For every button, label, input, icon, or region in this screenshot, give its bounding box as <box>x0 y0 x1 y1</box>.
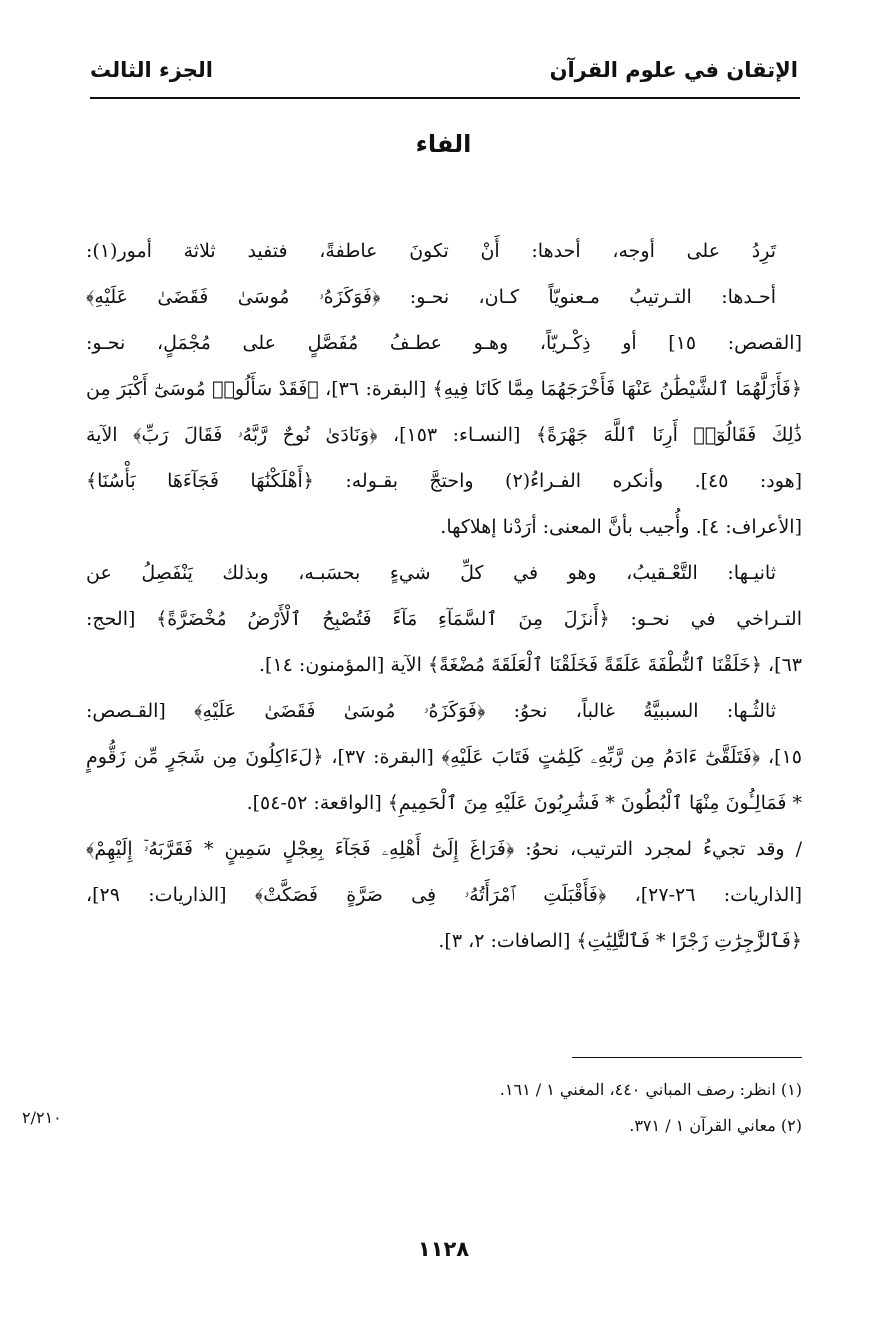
running-header <box>90 52 798 92</box>
footnote: (١) انظر: رصف المباني ٤٤٠، المغني ١ / ١٦١. <box>499 1080 802 1099</box>
text-line: أحـدها: التـرتيبُ مـعنويّاً كـان، نحـو: ﴿فَوَكَزَهُۥ مُوسَىٰ فَقَضَىٰ عَلَيْهِ﴾ <box>86 286 776 308</box>
text-line: ذَٰلِكَ فَقَالُوٓا۟ أَرِنَا ٱللَّهَ جَهْرَةً﴾ [النسـاء: ١٥٣]، ﴿وَنَادَىٰ نُوحٌ رَّبَّهُۥ فَقَالَ رَبِّ﴾ الآية <box>86 424 802 446</box>
chapter-title: الفاء <box>415 130 472 158</box>
page-number: ١١٢٨ <box>417 1237 470 1261</box>
text-line: ثانيـها: التَّعْـقيبُ، وهو في كلِّ شيءٍ بحسَبـه، وبذلك يَنْفَصِلُ عن <box>86 562 776 584</box>
text-line: [هود: ٤٥]. وأنكره الفـراءُ(٢) واحتجَّ بقـوله: ﴿أَهْلَكْنَٰهَا فَجَآءَهَا بَأْسُنَا﴾ <box>86 470 802 492</box>
text-line: تَرِدُ على أوجه، أحدها: أَنْ تكونَ عاطفةً، فتفيد ثلاثة أمور(١): <box>86 240 776 262</box>
text-line: [القصص: ١٥] أو ذِكْـريّاً، وهـو عطـفُ مُفَصَّلٍ على مُجْمَلٍ، نحـو: <box>86 332 802 354</box>
footnote: (٢) معاني القرآن ١ / ٣٧١. <box>629 1116 802 1135</box>
text-line: التـراخي في نحـو: ﴿أَنزَلَ مِنَ ٱلسَّمَآءِ مَآءً فَتُصْبِحُ ٱلْأَرْضُ مُخْضَرَّةً﴾ [الحج: <box>86 608 802 630</box>
text-line: / وقد تجيءُ لمجرد الترتيب، نحوُ: ﴿فَرَاغَ إِلَىٰٓ أَهْلِهِۦ فَجَآءَ بِعِجْلٍ سَمِينٍ * فَقَرَّبَهُۥٓ إِلَيْهِمْ﴾ <box>86 838 802 860</box>
text-line: ثالثُـها: السببيَّةُ غالباً، نحوُ: ﴿فَوَكَزَهُۥ مُوسَىٰ فَقَضَىٰ عَلَيْهِ﴾ [القـصص: <box>86 700 776 722</box>
volume-label: الجزء الثالث <box>90 58 213 82</box>
footnote-rule <box>572 1057 802 1058</box>
text-line: ﴿فَٱلزَّٰجِرَٰتِ زَجْرًا * فَٱلتَّٰلِيَٰتِ﴾ [الصافات: ٢، ٣]. <box>438 930 802 952</box>
text-line: ﴿فَأَزَلَّهُمَا ٱلشَّيْطَٰنُ عَنْهَا فَأَخْرَجَهُمَا مِمَّا كَانَا فِيهِ﴾ [البقرة: ٣٦]، ﴿فَقَدْ سَأَلُوا۟ مُوسَىٰٓ أَكْبَرَ مِن <box>86 378 802 400</box>
body-text <box>86 228 802 964</box>
text-line: ١٥]، ﴿فَتَلَقَّىٰٓ ءَادَمُ مِن رَّبِّهِۦ كَلِمَٰتٍ فَتَابَ عَلَيْهِ﴾ [البقرة: ٣٧]، ﴿لَءَاكِلُونَ مِن شَجَرٍ مِّن زَقُّومٍ <box>86 746 802 768</box>
text-line: * فَمَالِـُٔونَ مِنْهَا ٱلْبُطُونَ * فَشَٰرِبُونَ عَلَيْهِ مِنَ ٱلْحَمِيمِ﴾ [الواقعة: ٥٢-٥٤]. <box>246 792 802 814</box>
footnotes <box>86 1072 802 1144</box>
text-line: [الأعراف: ٤]. وأُجيب بأنَّ المعنى: أرَدْنا إهلاكها. <box>440 516 802 538</box>
text-line: ٦٣]، ﴿خَلَقْنَا ٱلنُّطْفَةَ عَلَقَةً فَخَلَقْنَا ٱلْعَلَقَةَ مُضْغَةً﴾ الآية [المؤمنون: ١٤]. <box>259 654 802 676</box>
header-rule <box>90 97 800 99</box>
margin-page-reference: ٢/٢١٠ <box>22 1108 62 1127</box>
book-title: الإتقان في علوم القرآن <box>549 58 798 82</box>
text-line: [الذاريات: ٢٦-٢٧]، ﴿فَأَقْبَلَتِ ٱمْرَأَتُهُۥ فِى صَرَّةٍ فَصَكَّتْ﴾ [الذاريات: ٢٩]، <box>86 884 802 906</box>
